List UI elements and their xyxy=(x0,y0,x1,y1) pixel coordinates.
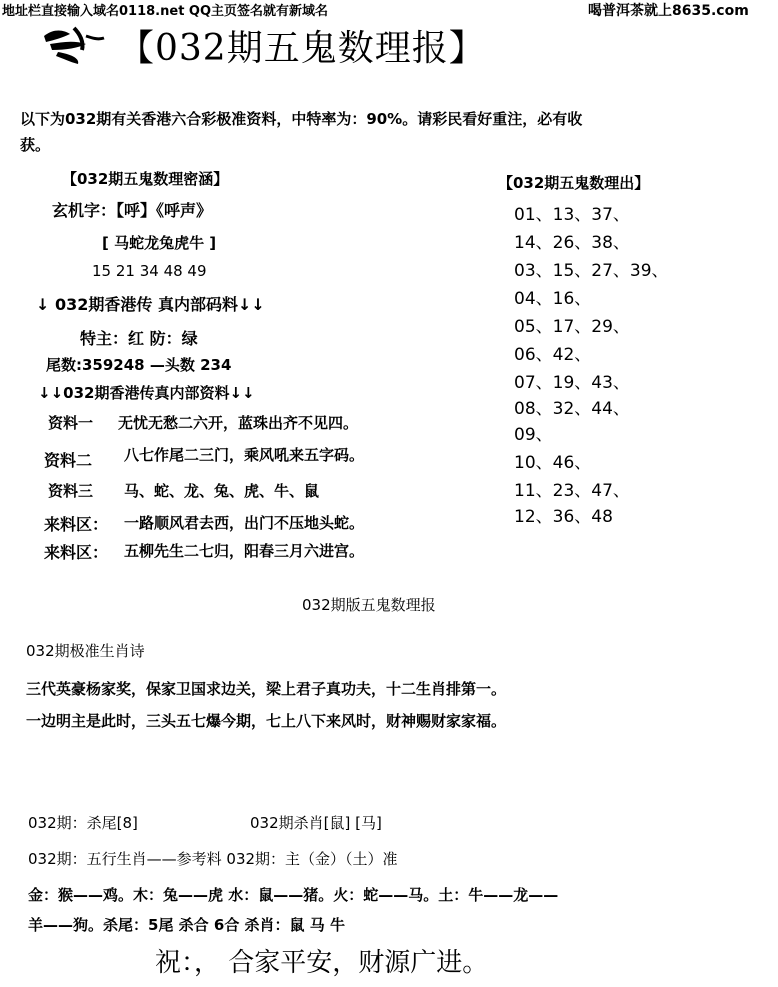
footer-blessing: 祝：， 合家平安，财源广进。 xyxy=(155,948,489,978)
weishu-text: 尾数:359248 —头数 234 xyxy=(46,356,232,374)
hk-fax-title-2: ↓↓032期香港传真内部资料↓↓ xyxy=(38,384,255,402)
lucky-numbers: 15 21 34 48 49 xyxy=(92,262,207,280)
ziliao-label: 资料一 xyxy=(48,414,94,432)
header-right-text: 喝普洱茶就上8635.com xyxy=(588,3,749,19)
intro-line-2: 获。 xyxy=(20,136,51,154)
number-row: 09、 xyxy=(514,425,553,445)
wuxing-pairs-line-1: 金：猴——鸡。木：兔——虎 水：鼠——猪。火：蛇——马。土：牛——龙—— xyxy=(28,886,559,904)
secret-title: 【032期五鬼数理密涵】 xyxy=(62,170,229,188)
poem-line-1: 三代英豪杨家奖，保家卫国求边关，梁上君子真功夫，十二生肖排第一。 xyxy=(26,680,507,698)
numbers-title: 【032期五鬼数理出】 xyxy=(498,174,650,192)
poem-title: 032期极准生肖诗 xyxy=(26,642,145,660)
xuanji-text: 玄机字：【呼】《呼声》 xyxy=(52,201,213,220)
number-row: 14、26、38、 xyxy=(514,233,630,253)
ziliao-label: 来料区： xyxy=(44,543,109,562)
header-left-text: 地址栏直接输入域名0118.net QQ主页签名就有新域名 xyxy=(2,4,329,19)
tezhu-text: 特主：红 防：绿 xyxy=(80,329,198,348)
number-row: 01、13、37、 xyxy=(514,205,630,225)
kill-zodiac-text: 032期杀肖[鼠] [马] xyxy=(250,814,382,832)
page-title: 【032期五鬼数理报】 xyxy=(118,28,486,69)
number-row: 05、17、29、 xyxy=(514,317,630,337)
number-row: 07、19、43、 xyxy=(514,373,630,393)
number-row: 04、16、 xyxy=(514,289,592,309)
number-row: 06、42、 xyxy=(514,345,592,365)
zodiac-list: [ 马蛇龙兔虎牛 ] xyxy=(102,234,217,252)
ziliao-label: 资料二 xyxy=(44,451,93,470)
ziliao-text: 马、蛇、龙、兔、虎、牛、鼠 xyxy=(124,482,320,500)
ziliao-text: 五柳先生二七归，阳春三月六进宫。 xyxy=(124,542,365,560)
wuxing-pairs-line-2: 羊——狗。杀尾：5尾 杀合 6合 杀肖：鼠 马 牛 xyxy=(28,916,345,934)
ziliao-text: 无忧无愁二六开，蓝珠出齐不见四。 xyxy=(118,414,359,432)
hk-fax-title: ↓ 032期香港传 真内部码料↓↓ xyxy=(36,295,265,314)
number-row: 10、46、 xyxy=(514,453,592,473)
ziliao-label: 资料三 xyxy=(48,482,94,500)
number-row: 08、32、44、 xyxy=(514,399,630,419)
number-row: 03、15、27、39、 xyxy=(514,261,669,281)
ziliao-label: 来料区： xyxy=(44,515,109,534)
number-row: 12、36、48 xyxy=(514,507,613,527)
ziliao-text: 八七作尾二三门，乘风吼来五字码。 xyxy=(124,446,365,464)
intro-line-1: 以下为032期有关香港六合彩极准资料，中特率为：90%。请彩民看好重注，必有收 xyxy=(20,110,583,128)
number-row: 11、23、47、 xyxy=(514,481,630,501)
kill-tail-text: 032期：杀尾[8] xyxy=(28,814,138,832)
ziliao-text: 一路顺风君去西，出门不压地头蛇。 xyxy=(124,514,365,532)
wuxing-text: 032期：五行生肖——参考料 032期：主（金）（土）准 xyxy=(28,850,398,868)
poem-line-2: 一边明主是此时，三头五七爆今期，七上八下来风时，财神赐财家家福。 xyxy=(26,712,507,730)
brush-logo-icon xyxy=(40,18,110,66)
center-caption: 032期版五鬼数理报 xyxy=(302,596,436,614)
